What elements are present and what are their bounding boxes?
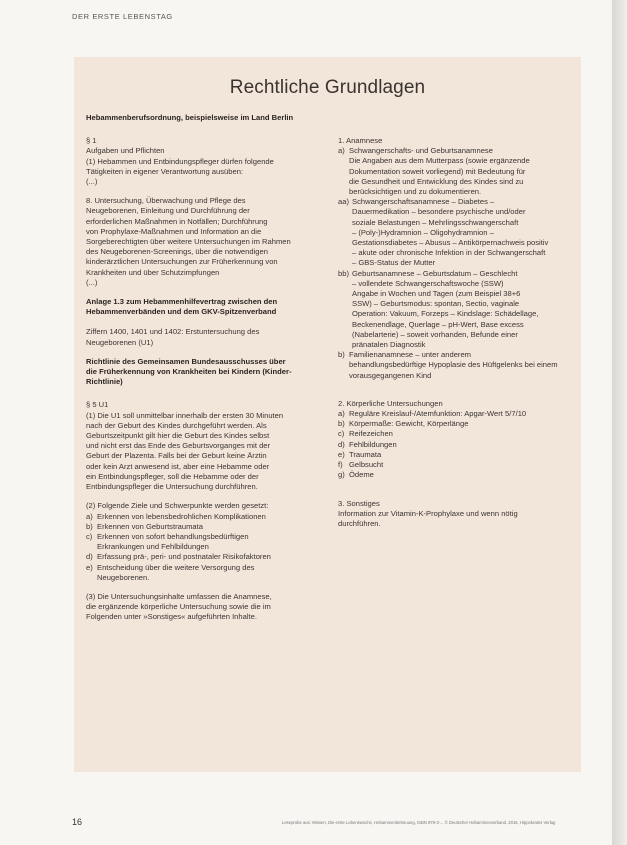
text-line: (...) — [86, 177, 98, 187]
right-column — [338, 136, 570, 538]
list-item-text: Schwangerschaftsanamnese – Diabetes – — [352, 197, 495, 207]
page-edge — [612, 0, 627, 845]
list-item-text: – GBS-Status der Mutter — [352, 258, 436, 268]
list-item — [338, 419, 570, 429]
list-item-text: Körpermaße: Gewicht, Körperlänge — [349, 419, 469, 429]
text-line: § 1 — [86, 136, 97, 146]
list-item-text: Neugeborenen. — [97, 572, 150, 582]
list-item — [338, 460, 570, 470]
text-line: (1) Hebammen und Entbindungspfleger dürfen folgende — [86, 156, 274, 166]
text-line: von Prophylaxe-Maßnahmen und Information an die — [86, 226, 262, 236]
list-item — [86, 522, 321, 532]
list-item-text: (Nabelarterie) – soweit vorhanden, Befunde einer — [352, 329, 518, 339]
paragraph-ziele-intro: (2) Folgende Ziele und Schwerpunkte werden gesetzt: — [86, 501, 269, 511]
list-marker: e) — [338, 449, 345, 459]
text-line: Information zur Vitamin-K-Prophylaxe und wenn nötig — [338, 508, 518, 518]
list-item-text: Beckenendlage, Querlage – pH-Wert, Base excess — [352, 319, 524, 329]
left-column — [86, 113, 321, 632]
list-item-text: Gestationsdiabetes – Abusus – Antikörpernachweis positiv — [352, 238, 549, 248]
list-item-text: Reifezeichen — [349, 429, 393, 439]
list-marker: c) — [86, 531, 93, 541]
list-item — [338, 350, 570, 381]
paragraph-inhalte — [86, 592, 321, 623]
text-line: durchführen. — [338, 518, 381, 528]
text-line: (1) Die U1 soll unmittelbar innerhalb der ersten 30 Minuten — [86, 410, 284, 420]
list-item — [86, 512, 321, 522]
list-item-text: Angabe in Wochen und Tagen (zum Beispiel 38+6 — [352, 289, 521, 299]
text-line: die ergänzende körperliche Untersuchung sowie die im — [86, 602, 271, 612]
list-item-text: Die Angaben aus dem Mutterpass (sowie ergänzende — [349, 156, 530, 166]
list-item-text: Fehlbildungen — [349, 439, 397, 449]
text-line: Neugeborenen (U1) — [86, 337, 154, 347]
list-item — [86, 552, 321, 562]
text-line: die Früherkennung von Krankheiten bei Kindern (Kinder- — [86, 367, 292, 377]
list-item — [338, 269, 570, 351]
paragraph-u1 — [86, 400, 321, 492]
heading-richtlinie — [86, 357, 321, 388]
list-item — [338, 470, 570, 480]
text-line: Sorgeberechtigten über weitere Untersuchungen im Rahmen — [86, 237, 291, 247]
list-item-text: Ödeme — [349, 470, 374, 480]
running-head: DER ERSTE LEBENSTAG — [72, 12, 173, 21]
list-item-text: Dokumentation soweit vorliegend) mit Bedeutung für — [349, 166, 526, 176]
page-title: Rechtliche Grundlagen — [229, 77, 426, 98]
text-line: erforderlichen Maßnahmen in Notfällen; Durchführung — [86, 216, 268, 226]
text-line: Hebammenverbänden und dem GKV-Spitzenverband — [86, 307, 277, 317]
list-item-text: Erfassung prä-, peri- und postnataler Risikofaktoren — [97, 552, 271, 562]
list-item — [338, 409, 570, 419]
list-marker: f) — [338, 460, 343, 470]
list-item-text: – (Poly-)Hydramnion – Oligohydramnion – — [352, 227, 494, 237]
text-line: (...) — [86, 277, 98, 287]
list-item — [86, 532, 321, 552]
paragraph-ziffern — [86, 327, 321, 347]
text-line: (3) Die Untersuchungsinhalte umfassen die Anamnese, — [86, 591, 272, 601]
list-item-text: SSW) – Geburtsmodus: spontan, Sectio, vaginale — [352, 299, 520, 309]
list-item — [338, 440, 570, 450]
section-sonstiges-heading: 3. Sonstiges — [338, 498, 380, 508]
list-item-text: vorausgegangenen Kind — [349, 370, 432, 380]
list-marker: b) — [86, 521, 93, 531]
text-line: Ziffern 1400, 1401 und 1402: Erstuntersuchung des — [86, 327, 260, 337]
list-marker: b) — [338, 350, 345, 360]
heading-anlage — [86, 297, 321, 317]
untersuchungen-list — [338, 409, 570, 480]
list-item — [338, 197, 570, 268]
paragraph-paragraph1 — [86, 136, 321, 187]
ziele-list — [86, 512, 321, 583]
list-item-text: – vollendete Schwangerschaftswoche (SSW) — [352, 278, 504, 288]
text-line: oder kein Arzt anwesend ist, aber eine Hebamme oder — [86, 461, 270, 471]
text-line: § 5 U1 — [86, 400, 109, 410]
list-marker: e) — [86, 562, 93, 572]
text-line: Neugeborenen, Einleitung und Durchführung der — [86, 206, 250, 216]
list-marker: a) — [86, 511, 93, 521]
text-line: Richtlinie des Gemeinsamen Bundesausschusses über — [86, 356, 286, 366]
list-item-text: Erkennen von lebensbedrohlichen Komplikationen — [97, 511, 266, 521]
list-item-text: Traumata — [349, 449, 382, 459]
text-line: Geburt der Plazenta. Falls bei der Geburt keine Ärztin — [86, 451, 267, 461]
list-marker: a) — [338, 146, 345, 156]
text-line: des Neugeborenen-Screenings, über die notwendigen — [86, 247, 268, 257]
list-item-text: Erkennen von sofort behandlungsbedürftigen — [97, 531, 249, 541]
list-marker: bb) — [338, 268, 349, 278]
text-line: Anlage 1.3 zum Hebammenhilfevertrag zwischen den — [86, 297, 278, 307]
list-marker: g) — [338, 470, 345, 480]
list-marker: d) — [338, 439, 345, 449]
list-marker: c) — [338, 429, 345, 439]
footer-credit: Leseprobe aus: Wissen, Die erste Lebenswoche, Hebammenbetreuung, ISBN 978-3-... © Deutscher Hebammenverband, 2016, Hippokrates Verlag — [282, 820, 556, 825]
list-item-text: Gelbsucht — [349, 460, 384, 470]
content-panel — [74, 57, 581, 772]
list-item-text: behandlungsbedürftige Hypoplasie des Hüftgelenks bei einem — [349, 360, 558, 370]
list-item-text: Entscheidung über die weitere Versorgung des — [97, 562, 255, 572]
list-item-text: Geburtsanamnese – Geburtsdatum – Geschlecht — [352, 268, 518, 278]
text-line: Tätigkeiten in eigener Verantwortung ausüben: — [86, 166, 244, 176]
list-item-text: Schwangerschafts- und Geburtsanamnese — [349, 146, 493, 156]
list-item-text: Reguläre Kreislauf-/Atemfunktion: Apgar-Wert 5/7/10 — [349, 409, 527, 419]
text-line: und nicht erst das Ende des Geburtsvorganges mit der — [86, 441, 271, 451]
list-item-text: berücksichtigen und zu dokumentieren. — [349, 187, 482, 197]
list-item-text: Erkrankungen und Fehlbildungen — [97, 542, 209, 552]
text-line: Entbindungspfleger die Untersuchung durchführen. — [86, 482, 258, 492]
text-line: 8. Untersuchung, Überwachung und Pflege des — [86, 196, 246, 206]
sonstiges-text — [338, 509, 570, 529]
text-line: ein Entbindungspfleger, soll die Hebamme oder der — [86, 471, 259, 481]
text-line: Folgenden unter »Sonstiges« aufgeführten Inhalte. — [86, 612, 257, 622]
list-item-text: soziale Belastungen – Mehrlingsschwangerschaft — [352, 217, 519, 227]
list-item-text: pränatalen Diagnostik — [352, 340, 426, 350]
list-marker: b) — [338, 419, 345, 429]
list-item — [338, 146, 570, 197]
list-item-text: die Gesundheit und Entwicklung des Kindes sind zu — [349, 176, 524, 186]
text-line: nach der Geburt des Kindes durchgeführt werden. Als — [86, 420, 267, 430]
text-line: Richtlinie) — [86, 377, 123, 387]
section-anamnese-heading: 1. Anamnese — [338, 136, 383, 145]
text-line: Krankheiten und über Schutzimpfungen — [86, 267, 220, 277]
list-item-text: – akute oder chronische Infektion in der Schwangerschaft — [352, 248, 546, 258]
list-item — [338, 450, 570, 460]
paragraph-item8 — [86, 196, 321, 288]
list-marker: d) — [86, 552, 93, 562]
text-line: kinderärztlichen Untersuchungen zur Früherkennung von — [86, 257, 278, 267]
list-item — [338, 429, 570, 439]
text-line: Aufgaben und Pflichten — [86, 146, 165, 156]
list-item-text: Operation: Vakuum, Forzeps – Kindslage: Schädellage, — [352, 309, 539, 319]
list-item-text: Dauermedikation – besondere psychische und/oder — [352, 207, 526, 217]
section-untersuchungen-heading: 2. Körperliche Untersuchungen — [338, 398, 443, 408]
anamnese-list — [338, 146, 570, 381]
text-line: Geburtszeitpunkt gilt hier die Geburt des Kindes selbst — [86, 431, 270, 441]
list-item-text: Familienanamnese – unter anderem — [349, 350, 471, 360]
heading-berufsordnung: Hebammenberufsordnung, beispielsweise im Land Berlin — [86, 113, 294, 122]
page-number: 16 — [72, 817, 83, 827]
list-item — [86, 563, 321, 583]
list-marker: aa) — [338, 197, 349, 207]
list-item-text: Erkennen von Geburtstraumata — [97, 521, 203, 531]
list-marker: a) — [338, 409, 345, 419]
